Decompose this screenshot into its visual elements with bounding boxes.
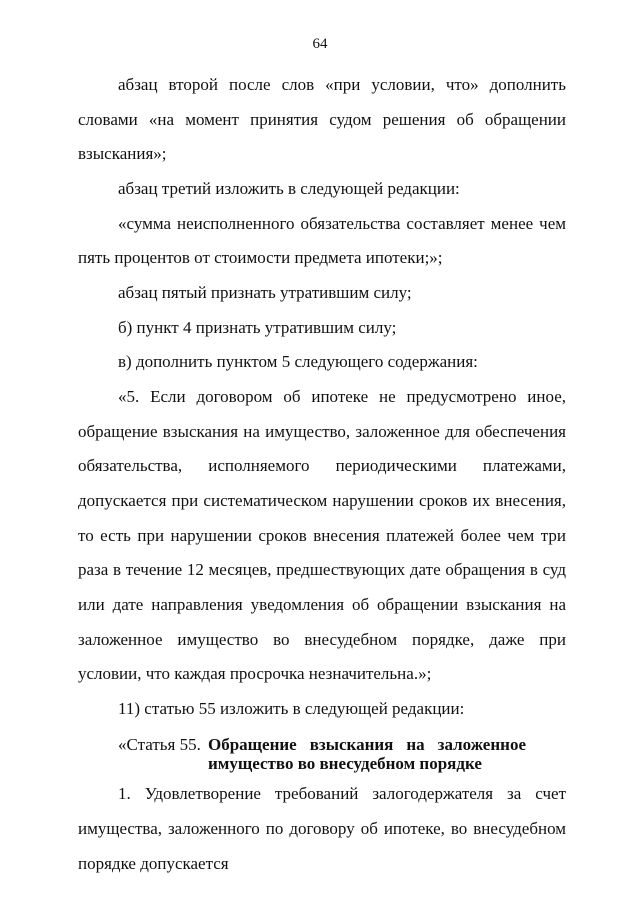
article-title-line-1: Обращение взыскания на заложенное [208, 735, 526, 755]
article-heading [78, 729, 566, 773]
paragraph-article-55-item-1: 1. Удовлетворение требований залогодержателя за счет имущества, заложенного по договору об ипотеке, во внесудебном порядке допускается [78, 784, 566, 873]
document-body [78, 68, 566, 881]
paragraph-punkt-v: в) дополнить пунктом 5 следующего содержания: [118, 352, 478, 372]
paragraph-punkt-b: б) пункт 4 признать утратившим силу; [118, 317, 397, 337]
article-label: «Статья 55. [118, 735, 201, 755]
article-title [208, 729, 526, 773]
page-number: 64 [312, 36, 328, 52]
paragraph-abzac-pyatyy: абзац пятый признать утратившим силу; [118, 282, 412, 302]
article-title-line-2: имущество во внесудебном порядке [208, 754, 482, 774]
paragraph-summa-quote: «сумма неисполненного обязательства составляет менее чем пять процентов от стоимости предмета ипотеки;»; [78, 213, 566, 268]
paragraph-punkt-5-quote: «5. Если договором об ипотеке не предусмотрено иное, обращение взыскания на имущество, заложенное для обеспечения обязательства, исполняемого периодическими платежами, допускается при систематическом нарушении сроков их внесения, то есть при нарушении сроков внесения платежей более чем три раза в течение 12 месяцев, предшествующих дате обращения в суд или дате направления уведомления об обращении взыскания на заложенное имущество во внесудебном порядке, даже при условии, что каждая просрочка незначительна.»; [78, 386, 566, 684]
paragraph-item-11: 11) статью 55 изложить в следующей редакции: [118, 698, 465, 718]
paragraph-abzac-vtoroy: абзац второй после слов «при условии, что» дополнить словами «на момент принятия судом решения об обращении взыскания»; [78, 75, 566, 164]
paragraph-abzac-tretiy: абзац третий изложить в следующей редакции: [118, 178, 460, 198]
